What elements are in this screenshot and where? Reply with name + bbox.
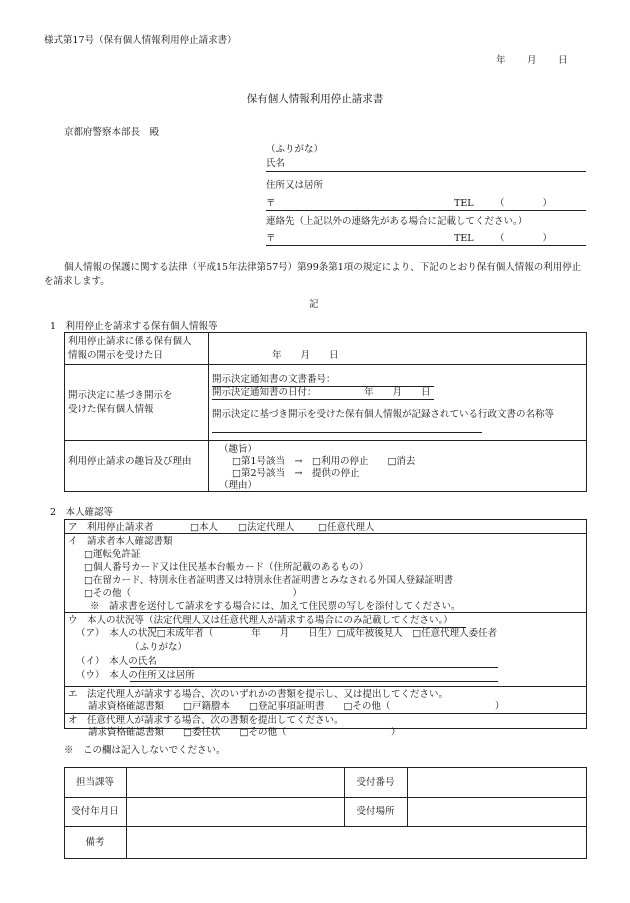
id-doc-other-checkbox[interactable]: □その他（ ） (84, 588, 302, 599)
section1-row-divider-2 (64, 440, 587, 441)
name-line[interactable] (266, 171, 586, 172)
disclosure-date-label-2: 情報の開示を受けた日 (68, 350, 164, 361)
voluntary-agent-note: オ 任意代理人が請求する場合、次の書類を提出してください。 (68, 715, 344, 726)
id-doc-residence-card-checkbox[interactable]: □在留カード、特別永住者証明書又は特別永住者証明書とみなされる外国人登録証明書 (84, 575, 454, 586)
section2-divider-u (64, 686, 587, 687)
principal-address-line[interactable] (130, 681, 498, 682)
form-id: 様式第17号（保有個人情報利用停止請求書） (44, 35, 237, 46)
addressee: 京都府警察本部長 殿 (64, 127, 160, 138)
notice-date-label: 開示決定通知書の日付： (212, 387, 317, 398)
address-label: 住所又は居所 (266, 180, 324, 191)
requester-self-checkbox[interactable]: □本人 (190, 522, 218, 533)
legal-agent-docs[interactable]: 請求資格確認書類 □戸籍謄本 □登記事項証明書 □その他（ ） (88, 701, 505, 712)
ki-mark: 記 (309, 299, 319, 310)
form-title: 保有個人情報利用停止請求書 (246, 93, 384, 105)
office-col-divider-1 (126, 767, 127, 859)
tel-paren: （ ） (495, 198, 553, 209)
office-receipt-no-label: 受付番号 (356, 777, 395, 788)
principal-furigana: （ふりがな） (130, 642, 188, 653)
admin-doc-line (212, 432, 482, 433)
principal-address-label: （ウ） 本人の住所又は居所 (76, 670, 195, 681)
principal-name-label: （イ） 本人の氏名 (76, 656, 157, 667)
notice-doc-number[interactable]: 開示決定通知書の文書番号： (212, 374, 336, 385)
postal-mark-2: 〒 (266, 233, 276, 244)
section2-heading: 2 本人確認等 (50, 507, 114, 518)
office-row-divider-1 (64, 797, 587, 798)
disclosed-info-label-2: 受けた保有個人情報 (68, 404, 154, 415)
purpose-option-1[interactable]: □第1号該当 → □利用の停止 □消去 (232, 456, 416, 467)
contact-label: 連絡先（上記以外の連絡先がある場合に記載してください。） (266, 216, 528, 227)
section1-col-divider (208, 332, 209, 492)
principal-status-options[interactable]: （ア） 本人の状況□未成年者（ 年 月 日生）□成年被後見人 □任意代理人委任者 (76, 628, 498, 639)
office-dept-label: 担当課等 (75, 777, 114, 788)
date-day: 日 (558, 55, 568, 66)
office-receipt-date-label: 受付年月日 (71, 806, 119, 817)
section1-heading: 1 利用停止を請求する保有個人情報等 (50, 321, 218, 332)
purpose-option-2[interactable]: □第2号該当 → 提供の停止 (232, 468, 360, 479)
requester-voluntary-agent-checkbox[interactable]: □任意代理人 (318, 522, 375, 533)
preamble-line-1: 個人情報の保護に関する法律（平成15年法律第57号）第99条第1項の規定により、下記のとおり保有個人情報の利用停止 (64, 262, 582, 273)
postal-mark: 〒 (266, 198, 276, 209)
disclosure-date-label-1: 利用停止請求に係る保有個人 (68, 336, 192, 347)
disclosed-info-label-1: 開示決定に基づき開示を (68, 390, 173, 401)
address-line[interactable] (266, 210, 586, 211)
tel-label-2: TEL (454, 233, 474, 244)
section2-divider-e (64, 713, 587, 714)
id-docs-note: ※ 請求書を送付して請求をする場合には、加えて住民票の写しを添付してください。 (90, 601, 461, 612)
tel-label: TEL (454, 198, 474, 209)
notice-date-line (212, 399, 434, 400)
requester-legal-agent-checkbox[interactable]: □法定代理人 (238, 522, 295, 533)
name-label: 氏名 (266, 158, 286, 169)
office-note: ※ この欄は記入しないでください。 (64, 745, 226, 756)
voluntary-agent-docs[interactable]: 請求資格確認書類 □委任状 □その他（ ） (88, 727, 401, 738)
reason-heading: （理由） (219, 480, 258, 491)
contact-line[interactable] (266, 245, 586, 246)
admin-doc-name[interactable]: 開示決定に基づき開示を受けた保有個人情報が記録されている行政文書の名称等 (212, 409, 555, 420)
office-table (64, 767, 587, 859)
preamble-line-2: を請求します。 (44, 276, 110, 287)
disclosure-date-value[interactable]: 年 月 日 (272, 350, 339, 361)
office-col-divider-3 (407, 767, 408, 826)
legal-agent-note: エ 法定代理人が請求する場合、次のいずれかの書類を提示し、又は提出してください。 (68, 689, 449, 700)
requester-label: ア 利用停止請求者 (68, 522, 154, 533)
section1-row-divider-1 (64, 364, 587, 365)
principal-name-line[interactable] (130, 667, 498, 668)
furigana-label: （ふりがな） (266, 144, 324, 155)
notice-date-value[interactable]: 年 月 日 (364, 387, 431, 398)
id-doc-mynumber-checkbox[interactable]: □個人番号カード又は住民基本台帳カード（住所記載のあるもの） (84, 562, 369, 573)
date-month: 月 (527, 55, 537, 66)
id-docs-label: イ 請求者本人確認書類 (68, 536, 173, 547)
office-remarks-label: 備考 (85, 837, 105, 848)
principal-status-label: ウ 本人の状況等（法定代理人又は任意代理人が請求する場合にのみ記載してください。） (68, 615, 453, 626)
office-receipt-place-label: 受付場所 (356, 806, 395, 817)
office-row-divider-2 (64, 826, 587, 827)
purpose-heading: （趣旨） (219, 444, 258, 455)
date-year: 年 (496, 55, 506, 66)
purpose-reason-label: 利用停止請求の趣旨及び理由 (68, 456, 192, 467)
id-doc-license-checkbox[interactable]: □運転免許証 (84, 549, 141, 560)
tel-paren-2: （ ） (495, 233, 553, 244)
